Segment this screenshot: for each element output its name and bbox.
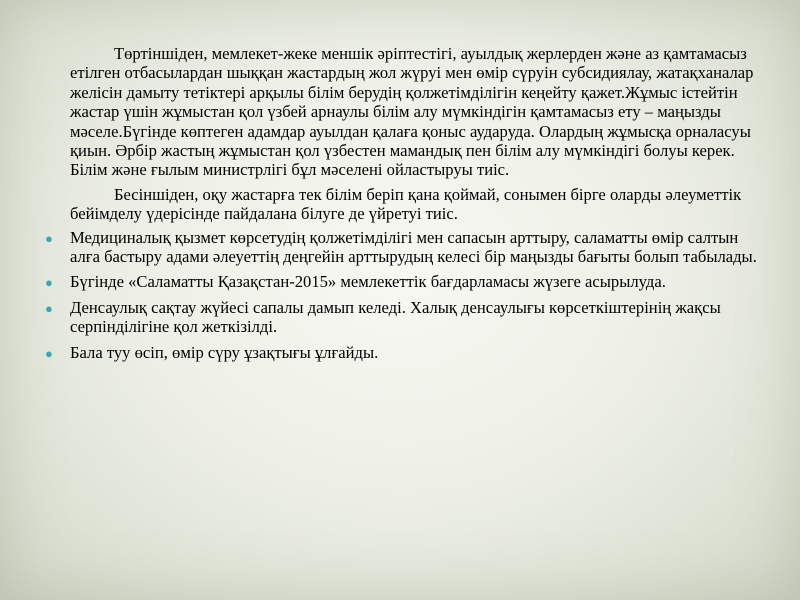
list-item-text: Бала туу өсіп, өмір сүру ұзақтығы ұлғайды.	[70, 342, 379, 362]
list-item	[45, 342, 760, 362]
bullet-dot-icon: ●	[45, 275, 53, 291]
list-item-text: Бүгінде «Саламатты Қазақстан-2015» мемлекеттік бағдарламасы жүзеге асырылуда.	[70, 272, 666, 292]
paragraph-fifth: Бесіншіден, оқу жастарға тек білім беріп қана қоймай, сонымен бірге оларды әлеуметтік бейімделу үдерісінде пайдалана білуге де үйретуі тиіс.	[70, 184, 742, 224]
paragraph-fourth: Төртіншіден, мемлекет-жеке меншік әріптестігі, ауылдық жерлерден және аз қамтамасыз етілген отбасылардан шыққан жастардың жол жүруі мен өмір сүруін субсидиялау, жатақханалар желісін дамыту тетіктері арқылы білім берудің қолжетімділігін кеңейту қажет.Жұмыс істейтін жастар үшін жұмыстан қол үзбей арнаулы білім алу мүмкіндігін қамтамасыз ету – маңызды мәселе.Бүгінде көптеген адамдар ауылдан қалаға қоныс аударуда. Олардың жұмысқа орналасуы қиын. Әрбір жастың жұмыстан қол үзбестен мамандық пен білім алу мүмкіндігі болуы керек. Білім және ғылым министрлігі бұл мәселені ойластыруы тиіс.	[70, 44, 754, 180]
list-item	[45, 227, 760, 267]
bullet-dot-icon: ●	[45, 345, 53, 361]
bullet-dot-icon: ●	[45, 230, 53, 246]
slide-content	[45, 44, 760, 368]
list-item-text: Денсаулық сақтау жүйесі сапалы дамып келеді. Халық денсаулығы көрсеткіштерінің жақсы серпінділігіне қол жеткізілді.	[70, 297, 721, 337]
list-item	[45, 272, 760, 292]
list-item-text: Медициналық қызмет көрсетудің қолжетімділігі мен сапасын арттыру, саламатты өмір салтын алға бастыру адами әлеуеттің деңгейін арттырудың келесі бір маңызды бағыты болып табылады.	[70, 227, 757, 267]
list-item	[45, 297, 760, 337]
bullet-dot-icon: ●	[45, 300, 53, 316]
bullet-list	[45, 227, 760, 362]
